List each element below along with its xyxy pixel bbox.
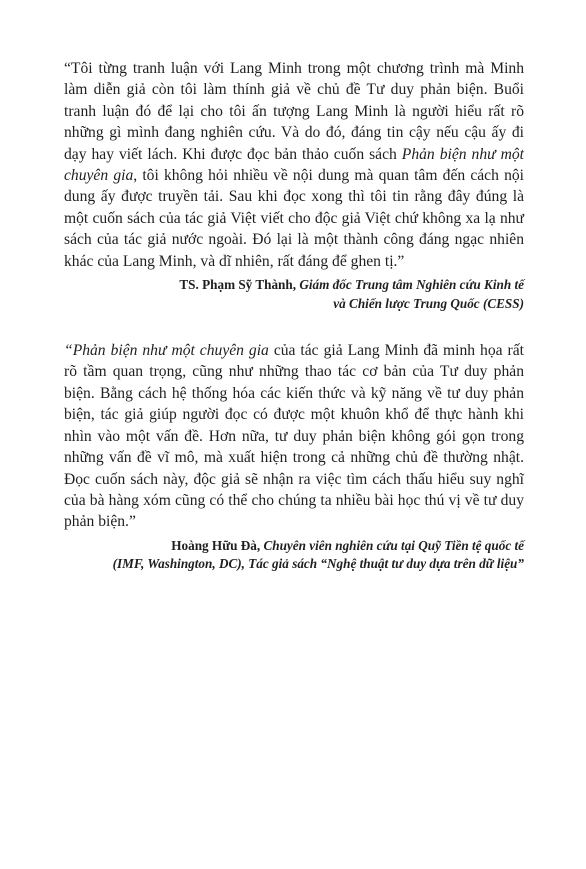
testimonial-2-author: Hoàng Hữu Đà, — [171, 537, 264, 553]
testimonial-2-role-line-1: Chuyên viên nghiên cứu tại Quỹ Tiền tệ quốc tế — [263, 537, 524, 553]
testimonial-2-attribution — [64, 537, 524, 574]
testimonial-1-text-end: , tôi không hỏi nhiều về nội dung mà quan tâm đến cách nội dung ấy được truyền tải. Sau khi đọc xong thì tôi tin rằng đây đúng là một cuốn sách của tác giả Việt viết cho độc giả Việt chứ không xa lạ như sách của tác giả nước ngoài. Đó lại là một thành công đáng ngạc nhiên khác của Lang Minh, và dĩ nhiên, rất đáng để ghen tị.” — [64, 167, 524, 270]
testimonial-2-open-quote: “ — [64, 342, 73, 360]
testimonial-1 — [64, 58, 524, 313]
testimonial-2-quote — [64, 340, 524, 533]
testimonial-1-text-start: “Tôi từng tranh luận với Lang Minh trong một chương trình mà Minh làm diễn giả còn tôi làm thính giả về chủ đề Tư duy phản biện. Buổi tranh luận đó để lại cho tôi ấn tượng Lang Minh là người hiểu rất rõ những gì mình đang nghiên cứu. Và do đó, đáng tin cậy nếu cậu ấy đi dạy hay viết lách. Khi được đọc bản thảo cuốn sách — [64, 60, 524, 163]
testimonial-1-quote — [64, 58, 524, 272]
testimonial-1-attribution — [64, 276, 524, 313]
testimonial-1-role-line-2: và Chiến lược Trung Quốc (CESS) — [333, 295, 524, 311]
testimonial-1-author: TS. Phạm Sỹ Thành, — [179, 277, 300, 293]
testimonial-1-role-line-1: Giám đốc Trung tâm Nghiên cứu Kinh tế — [299, 277, 524, 293]
testimonial-2 — [64, 340, 524, 574]
testimonial-2-text-end: của tác giả Lang Minh đã minh họa rất rõ tầm quan trọng, cũng như những thao tác cơ bản của Tư duy phản biện. Bằng cách hệ thống hóa các kiến thức và kỹ năng về tư duy phản biện, tác giả giúp người đọc có được một khuôn khổ để thực hành khi nhìn vào một vấn đề. Hơn nữa, tư duy phản biện không gói gọn trong những vấn đề vĩ mô, mà xuất hiện trong cả những chủ đề thường nhật. Đọc cuốn sách này, độc giả sẽ nhận ra việc tìm cách thấu hiểu suy nghĩ của bà hàng xóm cũng có thể cho chúng ta nhiều bài học thú vị về tư duy phản biện.” — [64, 342, 524, 531]
testimonial-2-role-line-2: (IMF, Washington, DC), Tác giả sách “Nghệ thuật tư duy dựa trên dữ liệu” — [112, 556, 524, 572]
testimonial-page — [64, 58, 524, 574]
testimonial-2-book-title: Phản biện như một chuyên gia — [72, 342, 269, 360]
testimonial-1-book-title: Phản biện như một chuyên gia — [64, 145, 524, 185]
